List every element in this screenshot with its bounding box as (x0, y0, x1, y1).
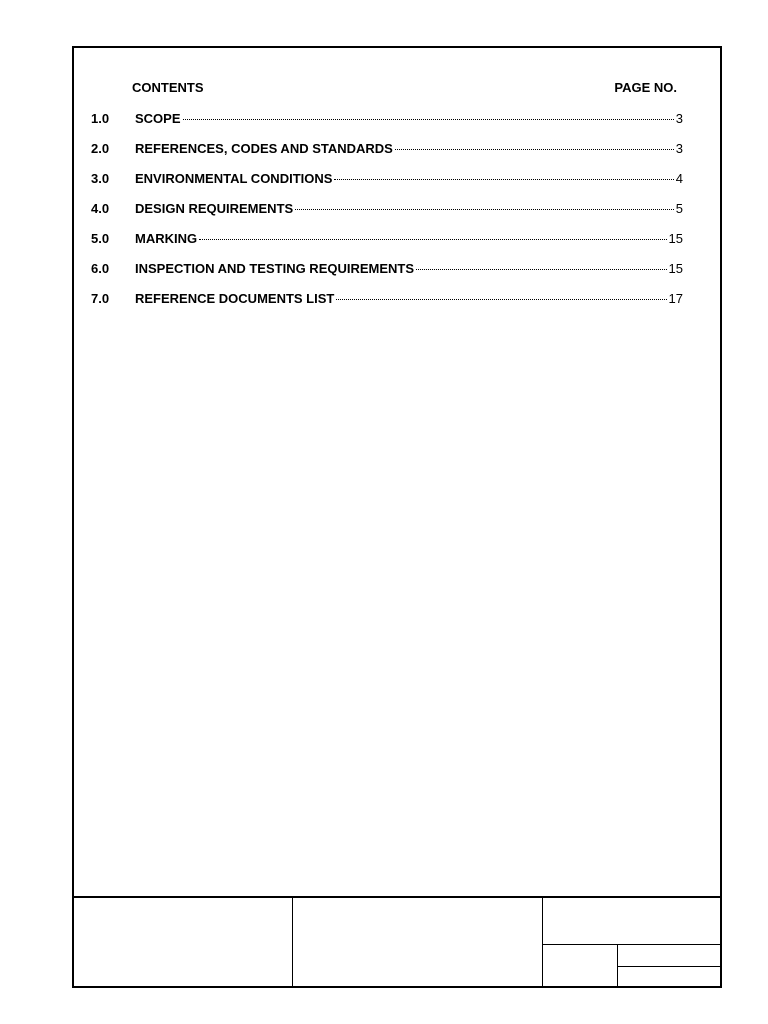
dot-leader (183, 119, 674, 120)
toc-entry-page: 17 (668, 291, 683, 306)
toc-entry-environmental[interactable] (91, 170, 683, 188)
toc-entry-number: 1.0 (91, 111, 110, 126)
toc-entry-references[interactable] (91, 140, 683, 158)
toc-entry-page: 15 (668, 231, 683, 246)
toc-entry-page: 3 (675, 141, 683, 156)
toc-entry-design[interactable] (91, 200, 683, 218)
toc-entry-number: 3.0 (91, 171, 110, 186)
contents-heading: CONTENTS (132, 80, 204, 95)
toc-entry-title: DESIGN REQUIREMENTS (135, 201, 294, 216)
toc-entry-number: 5.0 (91, 231, 110, 246)
title-block-divider-2 (542, 896, 543, 988)
dot-leader (395, 149, 674, 150)
title-block-divider-1 (292, 896, 293, 988)
toc-entry-page: 4 (675, 171, 683, 186)
toc-entry-number: 7.0 (91, 291, 110, 306)
toc-entry-number: 6.0 (91, 261, 110, 276)
toc-header (132, 80, 677, 98)
dot-leader (199, 239, 666, 240)
title-block (72, 896, 722, 988)
dot-leader (336, 299, 666, 300)
toc-entry-title: SCOPE (135, 111, 181, 126)
toc-entry-title: REFERENCE DOCUMENTS LIST (135, 291, 335, 306)
dot-leader (416, 269, 666, 270)
toc-entry-title: INSPECTION AND TESTING REQUIREMENTS (135, 261, 415, 276)
toc-entry-reference-documents[interactable] (91, 290, 683, 308)
toc-entry-page: 15 (668, 261, 683, 276)
toc-entry-inspection[interactable] (91, 260, 683, 278)
toc-entry-marking[interactable] (91, 230, 683, 248)
toc-entry-number: 2.0 (91, 141, 110, 156)
title-block-right-rule-1 (542, 944, 722, 945)
toc-entry-title: MARKING (135, 231, 198, 246)
title-block-top-rule (72, 896, 722, 898)
page-no-heading: PAGE NO. (614, 80, 677, 95)
toc-entry-number: 4.0 (91, 201, 110, 216)
toc-entry-scope[interactable] (91, 110, 683, 128)
toc-entry-page: 5 (675, 201, 683, 216)
dot-leader (334, 179, 673, 180)
dot-leader (295, 209, 674, 210)
toc-entry-page: 3 (675, 111, 683, 126)
title-block-right-rule-2 (617, 966, 722, 967)
toc-entry-title: ENVIRONMENTAL CONDITIONS (135, 171, 333, 186)
toc-entry-title: REFERENCES, CODES AND STANDARDS (135, 141, 393, 156)
